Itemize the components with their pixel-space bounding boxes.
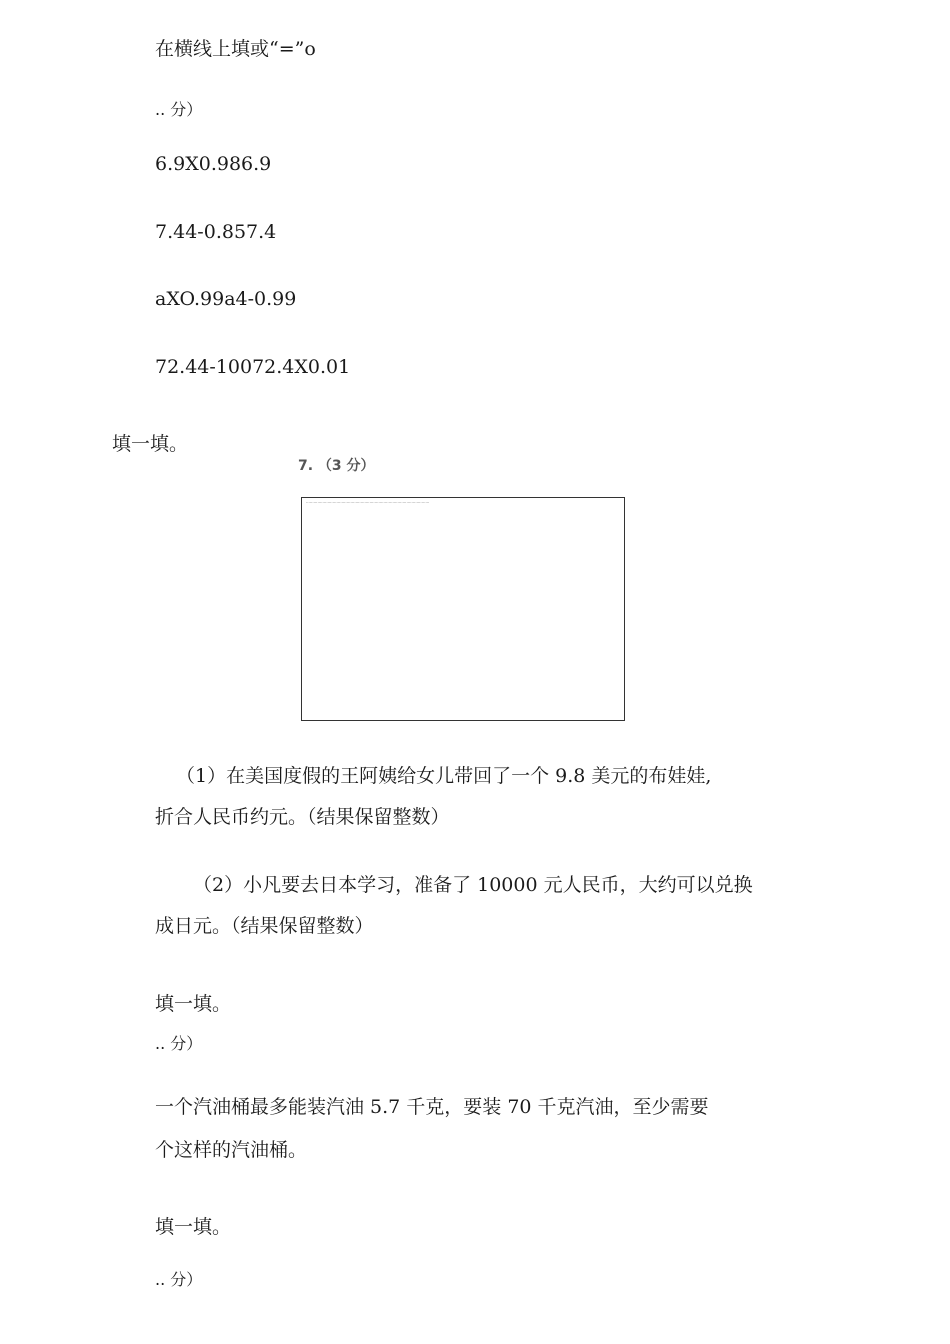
oil-question-line-1: 一个汽油桶最多能装汽油 5.7 千克，要装 70 千克汽油，至少需要 xyxy=(155,1096,709,1118)
compare-item-3: aXO.99a4-0.99 xyxy=(155,288,297,310)
image-caption-text: ································································································· xyxy=(306,500,430,505)
compare-item-1: 6.9X0.986.9 xyxy=(155,153,272,175)
score-label: .. 分） xyxy=(155,100,203,119)
question-2-line-2: 成日元。（结果保留整数） xyxy=(155,915,374,937)
score-label: .. 分） xyxy=(155,1270,203,1289)
question-number-label: 7. （3 分） xyxy=(298,458,375,474)
question-2-line-1: （2）小凡要去日本学习，准备了 10000 元人民币，大约可以兑换 xyxy=(193,874,753,896)
oil-question-line-2: 个这样的汽油桶。 xyxy=(155,1139,308,1161)
question-1-line-1: （1）在美国度假的王阿姨给女儿带回了一个 9.8 美元的布娃娃, xyxy=(176,765,712,787)
score-label: .. 分） xyxy=(155,1034,203,1053)
section-heading: 填一填。 xyxy=(155,993,232,1015)
question-1-line-2: 折合人民币约元。（结果保留整数） xyxy=(155,806,450,828)
section-heading: 填一填。 xyxy=(112,433,189,455)
exchange-rate-image xyxy=(301,497,625,721)
compare-item-4: 72.44-10072.4X0.01 xyxy=(155,356,351,378)
instruction-compare: 在横线上填或“=”o xyxy=(155,38,316,60)
compare-item-2: 7.44-0.857.4 xyxy=(155,221,277,243)
section-heading: 填一填。 xyxy=(155,1216,232,1238)
